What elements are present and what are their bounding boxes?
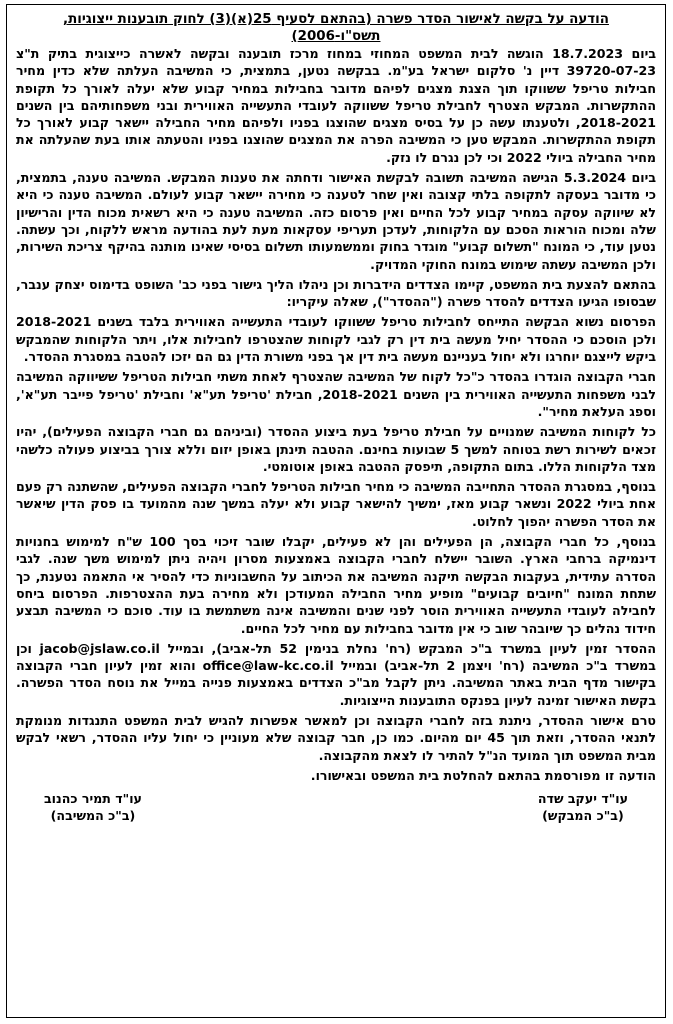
- signature-role: (ב"כ המבקש): [542, 808, 624, 824]
- notice-title: [16, 11, 656, 45]
- paragraph-benefit-secure-network: כל לקוחות המשיבה שמנויים על חבילת טריפל בעת ביצוע ההסדר (וביניהם גם חברי הקבוצה הפעילים), יהיו זכאים לשירות רשת בטוחה למשך 5 שבועות בחינם. ההטבה תינתן באופן יזום וללא צורך בביצוע פעולה כלשהי מצד הלקוחות הללו. בתום התקופה, תיפסק ההטבה באופן אוטומטי.: [16, 424, 656, 474]
- paragraph-response: ביום 5.3.2024 הגישה המשיבה תשובה לבקשת האישור ודחתה את טענות המבקש. המשיבה טענה, בתמצית, כי מדובר בעסקה לתקופה בלתי קצובה ואין שחר לטענה כי מחירה יישאר קבוע לעולם. המשיבה טענה כי היא לא שיווקה עסקה במחיר קבוע לכל החיים ואין פרסום כזה. המשיבה טענה כי היא רשאית מכוח הדין והרישיון שלה ומכוח הוראות הסכם עם הלקוחות, לעדכן תעריפי עסקאות מעת לעת בהודעה מראש ללקוח, וכך עשתה. נטען עוד, כי המונח "תשלום קבוע" מוגדר בחוק וממשמעותו תשלום בסיסי שאינו מותנה בהיקף צריכת השירות, ולכן המשיבה עשתה שימוש במונח החוקי המדויק.: [16, 170, 656, 272]
- paragraph-voucher: בנוסף, כל חברי הקבוצה, הן הפעילים והן לא פעילים, יקבלו שובר זיכוי בסך 100 ש"ח למימוש בחנויות דינמיקה ברחבי הארץ. השובר יישלח לחברי הקבוצה באמצעות מסרון ויהיה ניתן למימוש משך שנה. לגבי הסדרה עתידית, בעקבות הבקשה תיקנה המשיבה את הכיתוב על החשבוניות כדי להסיר אי התאמה נטענת, כך שתחת המונח "חיובים קבועים" מופיע מחיר החבילה המעודכן ולא מחירה בעת ההצטרפות. הפרסום ביחס לחבילה לעובדי התעשייה האווירית הוסר לפני שנים והמשיבה אינה משתמשת בו עוד. סוכם כי המשיבה תבצע חידוד נהלים כך שיובהר שוב כי אין מדובר בחבילות עם מחיר לכל החיים.: [16, 534, 656, 636]
- notice-title-line-1: הודעה על בקשה לאישור הסדר פשרה (בהתאם לסעיף 25(א)(3) לחוק תובענות ייצוגיות,: [63, 12, 609, 27]
- paragraph-price-freeze: בנוסף, במסגרת ההסדר התחייבה המשיבה כי מחיר חבילות הטריפל לחברי הקבוצה הפעילים, שהשתנה רק פעם אחת ביולי 2022 ונשאר קבוע מאז, ימשיך להישאר קבוע ולא יעלה במשך שנה מהמועד בו פסק הדין שיאשר את הסדר הפשרה יהפוך לחלוט.: [16, 479, 656, 529]
- legal-notice: [6, 4, 666, 1018]
- signature-block: [44, 790, 628, 825]
- paragraph-publication: הודעה זו מפורסמת בהתאם להחלטת בית המשפט ובאישורו.: [310, 767, 656, 783]
- signature-role: (ב"כ המשיבה): [50, 808, 136, 824]
- paragraph-availability: ההסדר זמין לעיון במשרד ב"כ המבקש (רח' נחלת בנימין 52 תל-אביב), ובמייל jacob@jslaw.co.il וכן במשרד ב"כ המשיבה (רח' ויצמן 2 תל-אביב) ובמייל office@law-kc.co.il והוא זמין לעיון חברי הקבוצה בקישור מדף הבית באתר המשיבה. ניתן לקבל מב"כ הצדדים באמצעות פנייה במייל את נוסח הסדר הפשרה. בקשת האישור זמינה לעיון בפנקס התובענות הייצוגיות.: [16, 640, 656, 708]
- paragraph-objection: טרם אישור ההסדר, ניתנת בזה לחברי הקבוצה וכן למאשר אפשרות להגיש לבית המשפט התנגדות מנומקת לתנאי ההסדר, וזאת תוך 45 יום מהיום. כמו כן, חבר קבוצה שלא מעוניין כי יחול עליו ההסדר, רשאי לבקש מבית המשפט תוך המועד הנ"ל להתיר לו לצאת מהקבוצה.: [16, 712, 656, 763]
- signature-respondent-counsel: [44, 790, 142, 825]
- paragraph-filing: ביום 18.7.2023 הוגשה לבית המשפט המחוזי במחוז מרכז תובענה ובקשה לאשרה כייצוגית בתיק ת"צ 39720-07-23 דיין נ' סלקום ישראל בע"מ. בבקשה נטען, בתמצית, כי המשיבה העלתה שלא כדין מחיר חבילות טריפל ששווקו תוך הצגת מצגים לפיהם מדובר בחבילות במחיר קבוע שלא יעלה לאורך כל תקופת ההתקשרות. המבקש הצטרף לחבילת טריפל ששווקה לעובדי התעשייה האווירית ובני משפחותיהם בין השנים 2018-2021, ולטענתו עשה כן על בסיס מצגים שהוצגו בפניו ולפיהם מחיר החבילה יישאר קבוע לאורך כל תקופת ההתקשרות. המבקש טען כי המשיבה הפרה את המצגים שהוצגו בפניו והטעתה אותו בעת שהעלתה את מחיר החבילה ביולי 2022 וכי לכן נגרם לו נזק.: [16, 46, 657, 165]
- signature-name: עו"ד תמיר כהנוב: [44, 791, 142, 807]
- signature-name: עו"ד יעקב שדה: [537, 791, 628, 807]
- notice-title-line-2: תשס"ו-2006): [291, 29, 381, 44]
- paragraph-mediation: בהתאם להצעת בית המשפט, קיימו הצדדים הידברות וכן ניהלו הליך גישור בפני כב' השופט בדימוס יצחק ענבר, שבסופו הגיעו הצדדים להסדר פשרה ("ההסדר"), שאלה עיקריו:: [16, 276, 656, 310]
- paragraph-class-definition: חברי הקבוצה הוגדרו בהסדר כ"כל לקוח של המשיבה שהצטרף לאחת משתי חבילות הטריפל ששיווקה המשיבה לבני משפחות התעשייה האווירית בין השנים 2018-2021, חבילת 'טריפל תע"א' וחבילת 'טריפל פייבר תע"א', וספג העלאת מחיר".: [16, 369, 656, 419]
- paragraph-scope: הפרסום נשוא הבקשה התייחס לחבילות טריפל ששווקו לעובדי התעשייה האווירית בלבד בשנים 2018-2021 ולכן הוסכם כי ההסדר יחיל מעשה בית דין רק לגבי לקוחות שהצטרפו לחבילות אלו, ויתר הלקוחות שהמבקש ביקש לייצגם יוחרגו ולא יחול בעניינם מעשה בית דין אך בפני משורת הדין גם הם יזכו להטבה במסגרת ההסדר.: [16, 314, 656, 365]
- signature-plaintiff-counsel: [538, 790, 628, 825]
- notice-body: [16, 45, 656, 784]
